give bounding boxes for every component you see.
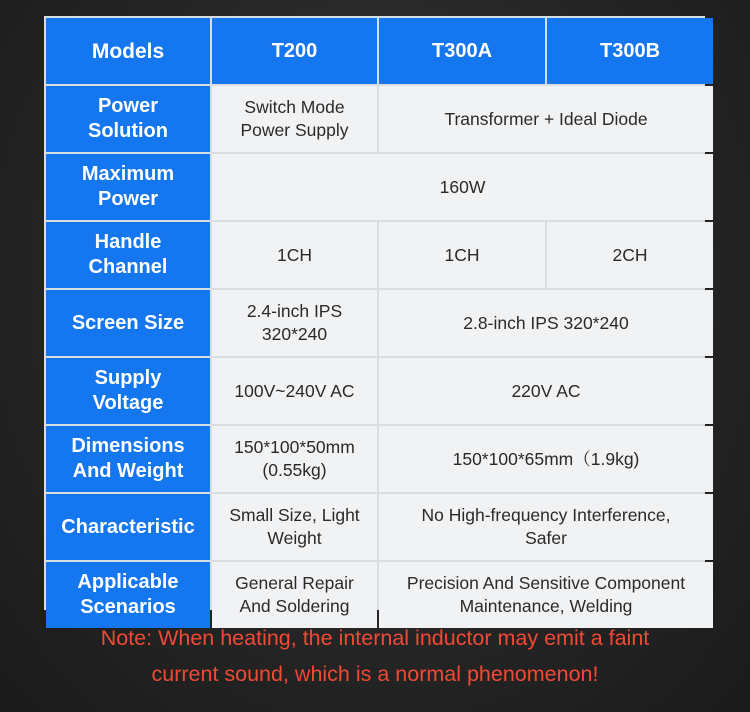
cell-applicable-scenarios-t200 [212, 562, 377, 628]
label-line: Scenarios [80, 596, 176, 618]
cell-handle-channel-t300b: 2CH [547, 222, 713, 288]
header-t200: T200 [212, 18, 377, 84]
spec-comparison-table [44, 16, 705, 618]
cell-power-solution-t200 [212, 86, 377, 152]
label-line: Power [97, 95, 158, 117]
value-line: General Repair [235, 573, 354, 593]
value-line: And Soldering [239, 596, 350, 616]
cell-handle-channel-t200: 1CH [212, 222, 377, 288]
note-line-2: current sound, which is a normal phenomenon! [151, 662, 599, 686]
row-label-characteristic: Characteristic [46, 494, 210, 560]
value-line: No High-frequency Interference, [421, 505, 671, 525]
cell-dimensions-weight-t200 [212, 426, 377, 492]
row-label-applicable-scenarios [46, 562, 210, 628]
label-line: Solution [88, 120, 168, 142]
label-line: Applicable [77, 571, 179, 593]
row-label-dimensions-weight [46, 426, 210, 492]
value-line: 320*240 [261, 324, 328, 344]
value-line: Weight [267, 528, 322, 548]
value-line: Precision And Sensitive Component [406, 573, 686, 593]
row-label-power-solution [46, 86, 210, 152]
header-t300a: T300A [379, 18, 545, 84]
cell-characteristic-t300 [379, 494, 713, 560]
cell-supply-voltage-t300: 220V AC [379, 358, 713, 424]
cell-applicable-scenarios-t300 [379, 562, 713, 628]
value-line: Power Supply [240, 120, 349, 140]
label-line: Maximum [81, 163, 175, 185]
value-line: Small Size, Light [229, 505, 360, 525]
value-line: Maintenance, Welding [459, 596, 633, 616]
cell-maximum-power-all: 160W [212, 154, 713, 220]
label-line: Channel [88, 256, 168, 278]
cell-characteristic-t200 [212, 494, 377, 560]
value-line: Safer [525, 528, 567, 548]
label-line: Supply [94, 367, 162, 389]
cell-dimensions-weight-t300: 150*100*65mm（1.9kg) [379, 426, 713, 492]
row-label-handle-channel [46, 222, 210, 288]
header-t300b: T300B [547, 18, 713, 84]
row-label-screen-size: Screen Size [46, 290, 210, 356]
cell-screen-size-t300: 2.8-inch IPS 320*240 [379, 290, 713, 356]
value-line: 150*100*50mm [234, 437, 355, 457]
label-line: Handle [94, 231, 162, 253]
header-models: Models [46, 18, 210, 84]
label-line: Voltage [92, 392, 164, 414]
value-line: (0.55kg) [262, 460, 327, 480]
warning-note [0, 620, 750, 692]
label-line: Dimensions [71, 435, 185, 457]
value-line: Switch Mode [244, 97, 345, 117]
label-line: And Weight [72, 460, 184, 482]
cell-supply-voltage-t200: 100V~240V AC [212, 358, 377, 424]
row-label-supply-voltage [46, 358, 210, 424]
row-label-maximum-power [46, 154, 210, 220]
note-line-1: Note: When heating, the internal inductor may emit a faint [100, 626, 650, 650]
label-line: Power [97, 188, 159, 210]
cell-power-solution-t300: Transformer + Ideal Diode [379, 86, 713, 152]
cell-handle-channel-t300a: 1CH [379, 222, 545, 288]
cell-screen-size-t200 [212, 290, 377, 356]
value-line: 2.4-inch IPS [246, 301, 343, 321]
